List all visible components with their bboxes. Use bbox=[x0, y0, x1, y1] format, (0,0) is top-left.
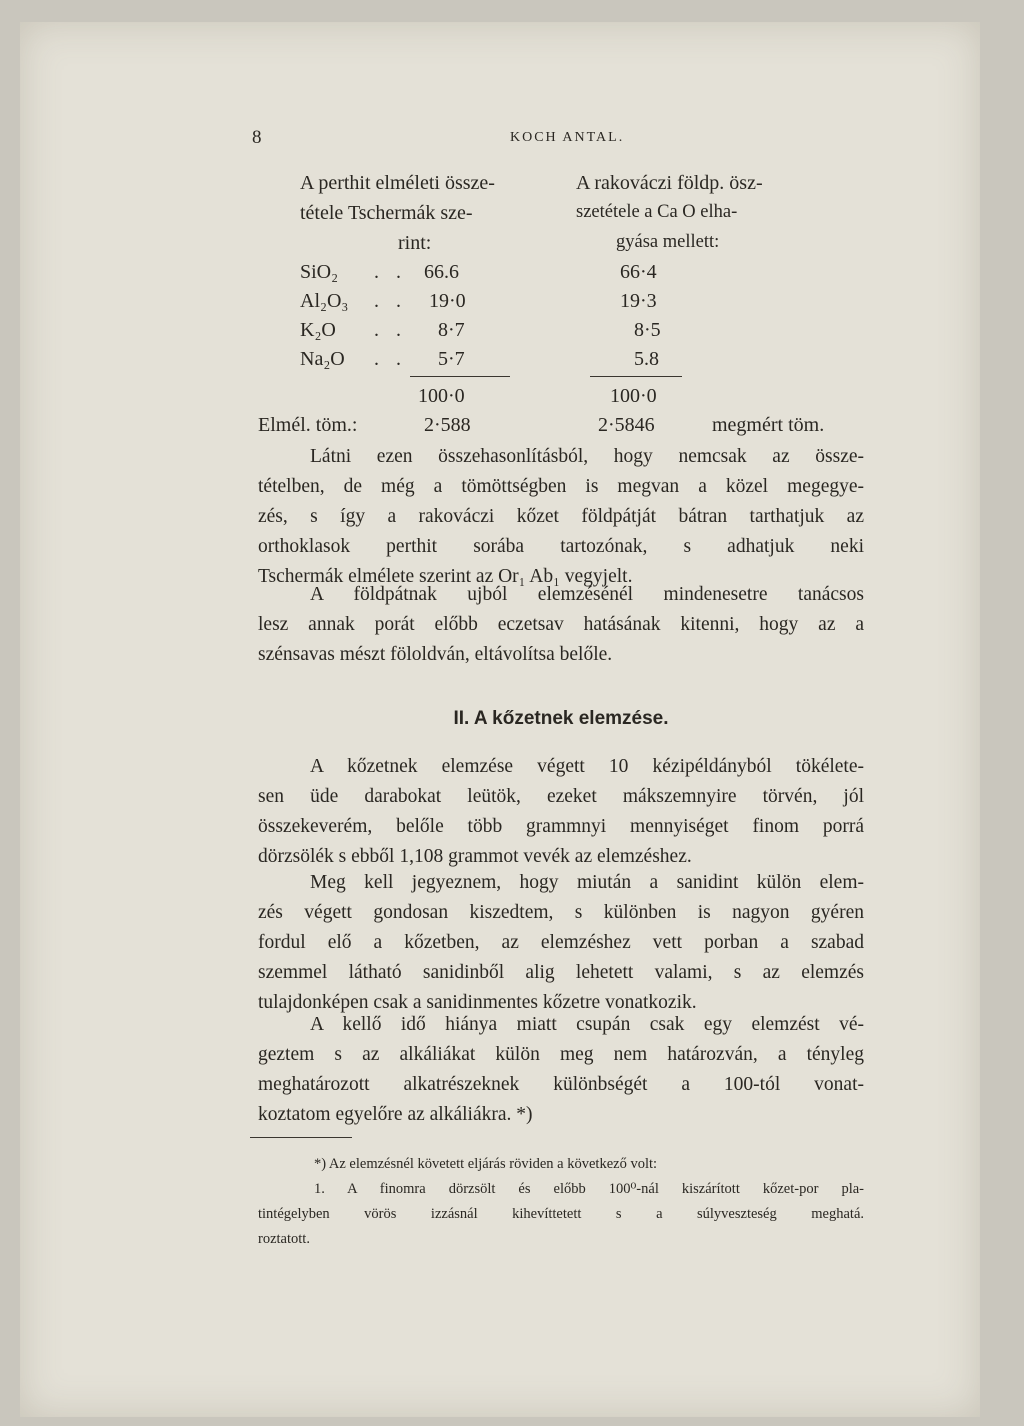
running-head: KOCH ANTAL. bbox=[510, 130, 625, 145]
measured-value: 66·4 bbox=[620, 261, 657, 283]
formula: Al₂O₃ bbox=[300, 290, 349, 312]
footnote-rule bbox=[250, 1137, 352, 1138]
sum-rule-left bbox=[410, 376, 510, 377]
density-measured-label: megmért töm. bbox=[712, 414, 825, 436]
formula: Na₂O bbox=[300, 348, 345, 370]
formula: K₂O bbox=[300, 319, 336, 341]
section-heading: II. A kőzetnek elemzése. bbox=[453, 708, 669, 729]
page-number: 8 bbox=[252, 127, 262, 148]
theory-value: 8·7 bbox=[438, 319, 465, 341]
theory-value: 19·0 bbox=[429, 290, 466, 312]
formula: SiO₂ bbox=[300, 261, 339, 283]
theory-value: 66.6 bbox=[424, 261, 459, 283]
density-measured: 2·5846 bbox=[598, 414, 655, 436]
density-theory: 2·588 bbox=[424, 414, 471, 436]
measured-value: 5.8 bbox=[634, 348, 659, 370]
measured-value: 19·3 bbox=[620, 290, 657, 312]
paragraph: A kőzetnek elemzése végett 10 kézipéldányból tökélete- sen üde darabokat leütök, ezeket mákszemnyire törvén, jól összekeverém, belőle több grammnyi mennyiséget finom porrá dörzsölék s ebből 1,108 grammot vevék az elemzéshez. bbox=[258, 756, 864, 867]
paragraph: A földpátnak ujból elemzésénél mindenesetre tanácsos lesz annak porát előbb eczetsav hatásának kitenni, hogy az a szénsavas mészt föloldván, eltávolítsa belőle. bbox=[258, 584, 864, 665]
total-theory: 100·0 bbox=[418, 385, 465, 407]
sum-rule-right bbox=[590, 376, 682, 377]
theory-value: 5·7 bbox=[438, 348, 465, 370]
measured-value: 8·5 bbox=[634, 319, 661, 341]
paragraph: Meg kell jegyeznem, hogy miután a sanidint külön elem- zés végett gondosan kiszedtem, s különben is nagyon gyéren fordul elő a kőzetben, az elemzéshez vett porban a szabad szemmel látható sanidinből alig lehetett valami, s az elemzés tulajdonképen csak a sanidinmentes kőzetre vonatkozik. bbox=[258, 872, 864, 1013]
density-label: Elmél. töm.: bbox=[258, 414, 358, 436]
paragraph: Látni ezen összehasonlításból, hogy nemcsak az össze- tételben, de még a tömöttségben is megvan a közel megegye- zés, s így a rakováczi kőzet földpátját bátran tarthatjuk az orthoklasok perthit sorába tartozónak, s adhatjuk neki Tschermák elmélete szerint az Or₁ Ab₁ vegyjelt. bbox=[258, 446, 864, 587]
total-measured: 100·0 bbox=[610, 385, 657, 407]
paragraph: A kellő idő hiánya miatt csupán csak egy elemzést vé- geztem s az alkáliákat külön meg nem határozván, a tényleg meghatározott alkatrészeknek különbségét a 100-tól vonat- koztatom egyelőre az alkáliákra. *) bbox=[258, 1014, 864, 1125]
footnote: *) Az elemzésnél követett eljárás röviden a következő volt: 1. A finomra dörzsölt és előbb 100⁰-nál kiszárított kőzet-por pla- tintégelyben vörös izzásnál kihevíttetett s a súlyveszteség meghatá. roztatott. bbox=[258, 1156, 864, 1247]
